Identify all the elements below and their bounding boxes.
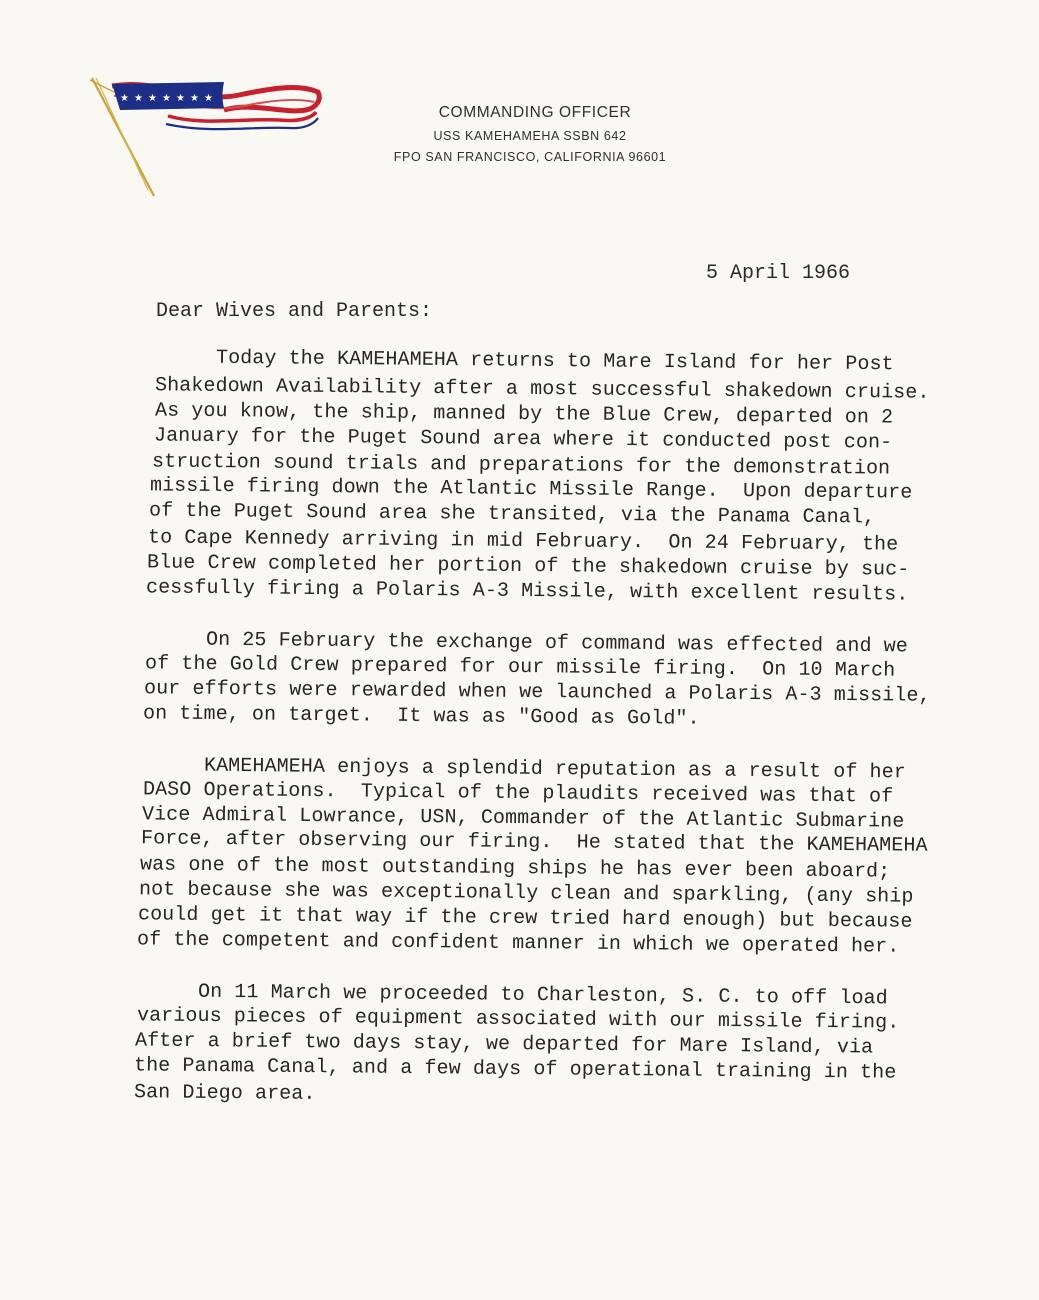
letterhead-ship: USS KAMEHAMEHA SSBN 642 xyxy=(433,129,627,143)
text-line: to Cape Kennedy arriving in mid February. On 24 February, the xyxy=(147,526,899,557)
text-line: San Diego area. xyxy=(133,1081,316,1106)
text-line: As you know, the ship, manned by the Blue Crew, departed on 2 xyxy=(154,399,894,430)
text-line: KAMEHAMEHA enjoys a splendid reputation as a result of her xyxy=(203,754,907,785)
letterhead-address: FPO SAN FRANCISCO, CALIFORNIA 96601 xyxy=(393,150,667,164)
svg-text:★: ★ xyxy=(162,93,171,104)
text-line: Force, after observing our firing. He stated that the KAMEHAMEHA xyxy=(140,827,928,858)
svg-text:★: ★ xyxy=(176,93,185,104)
text-line: various pieces of equipment associated with our missile firing. xyxy=(136,1004,900,1035)
text-line: On 11 March we proceeded to Charleston, S. C. to off load xyxy=(197,980,888,1011)
text-line: struction sound trials and preparations for the demonstration xyxy=(151,450,891,481)
text-line: was one of the most outstanding ships he has ever been aboard; xyxy=(139,853,891,884)
text-line: our efforts were rewarded when we launched a Polaris A-3 missile, xyxy=(143,677,931,708)
text-line: could get it that way if the crew tried hard enough) but because xyxy=(137,903,913,934)
svg-text:★: ★ xyxy=(190,93,199,104)
text-line: of the competent and confident manner in which we operated her. xyxy=(136,928,900,959)
text-line: of the Puget Sound area she transited, via the Panama Canal, xyxy=(148,499,876,530)
letter-date: 5 April 1966 xyxy=(706,262,851,285)
svg-text:★: ★ xyxy=(120,93,129,104)
text-line: cessfully firing a Polaris A-3 Missile, with excellent results. xyxy=(145,576,909,607)
text-line: Today the KAMEHAMEHA returns to Mare Island for her Post xyxy=(215,346,894,377)
text-line: Blue Crew completed her portion of the shakedown cruise by suc- xyxy=(146,551,910,582)
text-line: of the Gold Crew prepared for our missile firing. On 10 March xyxy=(144,652,896,683)
letterhead xyxy=(340,104,720,167)
svg-text:★: ★ xyxy=(204,93,213,104)
text-line: January for the Puget Sound area where it conducted post con- xyxy=(153,424,893,455)
text-line: After a brief two days stay, we departed for Mare Island, via xyxy=(134,1029,874,1060)
svg-text:★: ★ xyxy=(134,93,143,104)
text-line: missile firing down the Atlantic Missile Range. Upon departure xyxy=(149,474,913,505)
text-line: DASO Operations. Typical of the plaudits received was that of xyxy=(142,778,894,809)
svg-text:★: ★ xyxy=(148,93,157,104)
american-flag-icon xyxy=(84,72,324,202)
text-line: On 25 February the exchange of command was effected and we xyxy=(205,628,909,659)
salutation: Dear Wives and Parents: xyxy=(156,300,433,323)
text-line: Shakedown Availability after a most successful shakedown cruise. xyxy=(154,374,930,405)
text-line: the Panama Canal, and a few days of operational training in the xyxy=(133,1054,897,1085)
text-line: on time, on target. It was as "Good as Gold". xyxy=(142,702,700,731)
text-line: not because she was exceptionally clean and sparkling, (any ship xyxy=(138,878,914,909)
text-line: Vice Admiral Lowrance, USN, Commander of the Atlantic Submarine xyxy=(141,803,905,834)
letterhead-title: COMMANDING OFFICER xyxy=(438,104,632,121)
